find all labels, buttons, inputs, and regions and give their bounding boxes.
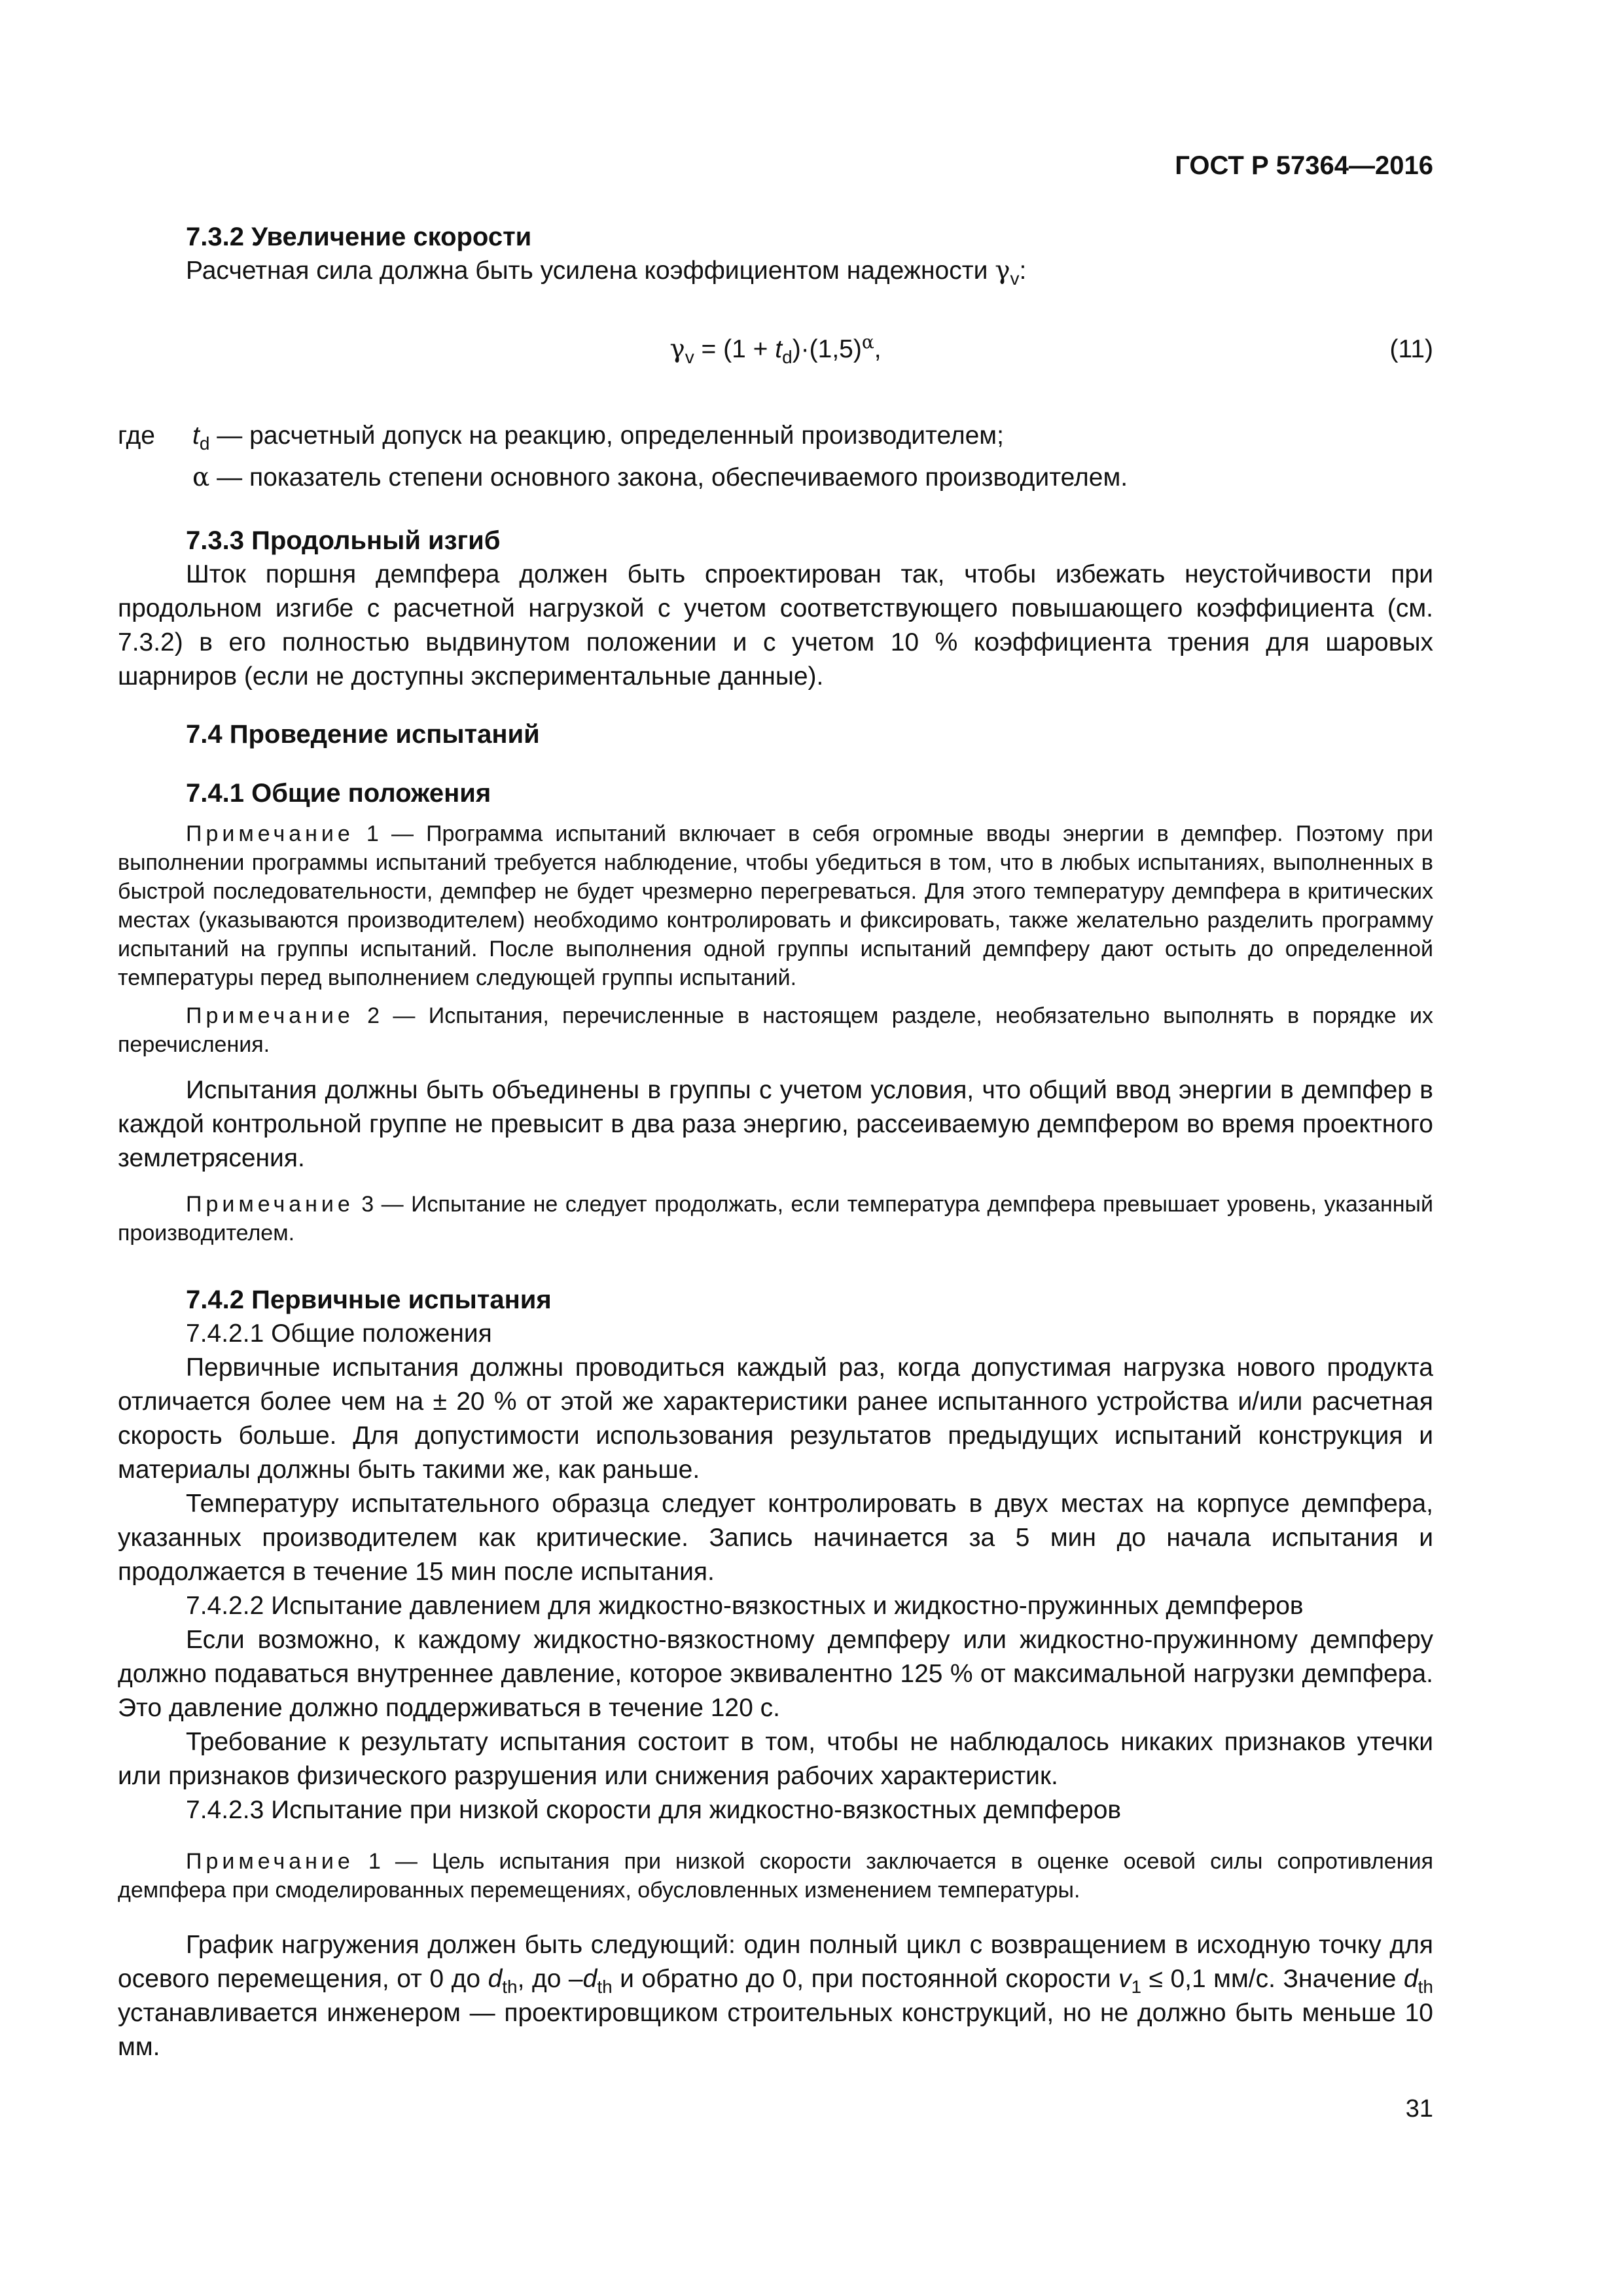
note-label: Примечание [186, 1192, 354, 1217]
paragraph-text: устанавливается инженером — проектировщиком строительных конструкций, но не должно быть меньше 10 мм. [118, 1999, 1433, 2061]
formula-text: )·(1,5) [792, 335, 862, 363]
document-header: ГОСТ Р 57364—2016 [1175, 151, 1433, 180]
symbol-d: d [1403, 1965, 1418, 1993]
note-text: 2 — Испытания, перечисленные в настоящем разделе, необязательно выполнять в порядке их перечисления. [118, 1003, 1433, 1057]
paragraph: Температуру испытательного образца следует контролировать в двух местах на корпусе демпфера, указанных производителем как критические. Запись начинается за 5 мин до начала испытания и продолжается в течение 15 мин после испытания. [118, 1490, 1433, 1586]
where-label: где [118, 422, 155, 450]
formula-gamma: γ [669, 334, 685, 364]
formula-alpha: α [861, 331, 874, 353]
subsection-heading: 7.4.2.3 Испытание при низкой скорости для жидкостно-вязкостных демпферов [186, 1796, 1122, 1824]
subscript: th [502, 1976, 518, 1997]
note-label: Примечание [186, 1003, 354, 1028]
note [118, 1847, 1433, 1905]
section-7-4 [118, 717, 1433, 751]
formula [118, 332, 1433, 367]
paragraph: Требование к результату испытания состоит в том, чтобы не наблюдалось никаких признаков утечки или признаков физического разрушения или снижения рабочих характеристик. [118, 1728, 1433, 1790]
definitions [118, 415, 1433, 499]
paragraph: Шток поршня демпфера должен быть спроектирован так, чтобы избежать неустойчивости при продольном изгибе с расчетной нагрузкой с учетом соответствующего повышающего коэффициента (см. 7.3.2) в его полностью выдвинутом положении и с учетом 10 % коэффициента трения для шаровых шарниров (если не доступны экспериментальные данные). [118, 560, 1433, 691]
section-7-3-3 [118, 524, 1433, 694]
formula-subscript: v [685, 346, 694, 367]
page-number: 31 [1405, 2095, 1433, 2123]
symbol-d: d [488, 1965, 503, 1993]
section-7-4-1 [118, 776, 1433, 1247]
formula-text: , [874, 335, 882, 363]
subscript: th [1418, 1976, 1433, 1997]
note [118, 1190, 1433, 1247]
paragraph: Испытания должны быть объединены в группы с учетом условия, что общий ввод энергии в демпфер в каждой контрольной группе не превысит в два раза энергию, рассеиваемую демпфером во время проектного землетрясения. [118, 1076, 1433, 1172]
subscript: v [1010, 268, 1020, 289]
symbol-v: v [1118, 1965, 1132, 1993]
formula-text: = (1 + [694, 335, 776, 363]
section-7-3-2 [118, 220, 1433, 288]
paragraph-text: График нагружения должен быть следующий: один полный цикл с возвращением в исходную точку для осевого перемещения, от 0 до [118, 1931, 1433, 1993]
paragraph [118, 1928, 1433, 2064]
section-heading: 7.4.1 Общие положения [186, 779, 491, 808]
definition-text: — расчетный допуск на реакцию, определенный производителем; [209, 422, 1004, 450]
paragraph-text: Расчетная сила должна быть усилена коэффициентом надежности [186, 257, 995, 285]
paragraph [118, 254, 1433, 288]
definition-symbol: α [192, 463, 210, 492]
symbol-d: d [582, 1965, 597, 1993]
subsection-heading: 7.4.2.1 Общие положения [186, 1319, 492, 1348]
subscript: th [597, 1976, 613, 1997]
paragraph-text: , до – [517, 1965, 583, 1993]
definition-symbol: t [192, 422, 200, 450]
definition-subscript: d [199, 433, 210, 454]
formula-number: (11) [1389, 335, 1433, 363]
section-heading: 7.3.2 Увеличение скорости [186, 223, 532, 251]
note-label: Примечание [186, 1849, 354, 1874]
note [118, 819, 1433, 992]
note-text: 1 — Программа испытаний включает в себя огромные вводы энергии в демпфер. Поэтому при выполнении программы испытаний требуется наблюдение, чтобы убедиться в том, что в любых испытаниях, выполненных в быстрой последовательности, демпфер не будет чрезмерно перегреваться. Для этого температуру демпфера в критических местах (указываются производителем) необходимо контролировать и фиксировать, также желательно разделить программу испытаний на группы испытаний. После выполнения одной группы испытаний демпферу дают остыть до определенной температуры перед выполнением следующей группы испытаний. [118, 821, 1433, 990]
subscript: 1 [1131, 1976, 1142, 1997]
formula-row [118, 332, 1433, 372]
formula-t: t [775, 335, 783, 363]
note [118, 1001, 1433, 1059]
paragraph: Первичные испытания должны проводиться каждый раз, когда допустимая нагрузка нового продукта отличается более чем на ± 20 % от этой же характеристики ранее испытанного устройства и/или расчетная скорость больше. Для допустимости использования результатов предыдущих испытаний конструкция и материалы должны быть такими же, как раньше. [118, 1354, 1433, 1484]
paragraph-text: и обратно до 0, при постоянной скорости [612, 1965, 1118, 1993]
gamma-symbol: γ [995, 256, 1010, 285]
definition-item [192, 457, 1128, 499]
section-heading: 7.3.3 Продольный изгиб [186, 526, 501, 555]
note-text: 3 — Испытание не следует продолжать, если температура демпфера превышает уровень, указанный производителем. [118, 1192, 1433, 1246]
formula-subscript: d [782, 346, 793, 367]
paragraph-text: ≤ 0,1 мм/с. Значение [1141, 1965, 1404, 1993]
note-text: 1 — Цель испытания при низкой скорости заключается в оценке осевой силы сопротивления демпфера при смоделированных перемещениях, обусловленных изменением температуры. [118, 1849, 1433, 1903]
paragraph: Если возможно, к каждому жидкостно-вязкостному демпферу или жидкостно-пружинному демпферу должно подаваться внутреннее давление, которое эквивалентно 125 % от максимальной нагрузки демпфера. Это давление должно поддерживаться в течение 120 с. [118, 1626, 1433, 1722]
note-label: Примечание [186, 821, 354, 846]
punctuation: : [1019, 257, 1027, 285]
section-heading: 7.4 Проведение испытаний [186, 720, 540, 749]
definition-item [192, 415, 1128, 457]
definition-text: — показатель степени основного закона, обеспечиваемого производителем. [209, 463, 1128, 492]
subsection-heading: 7.4.2.2 Испытание давлением для жидкостно-вязкостных и жидкостно-пружинных демпферов [186, 1592, 1304, 1620]
section-7-4-2 [118, 1283, 1433, 2064]
section-heading: 7.4.2 Первичные испытания [186, 1285, 552, 1314]
